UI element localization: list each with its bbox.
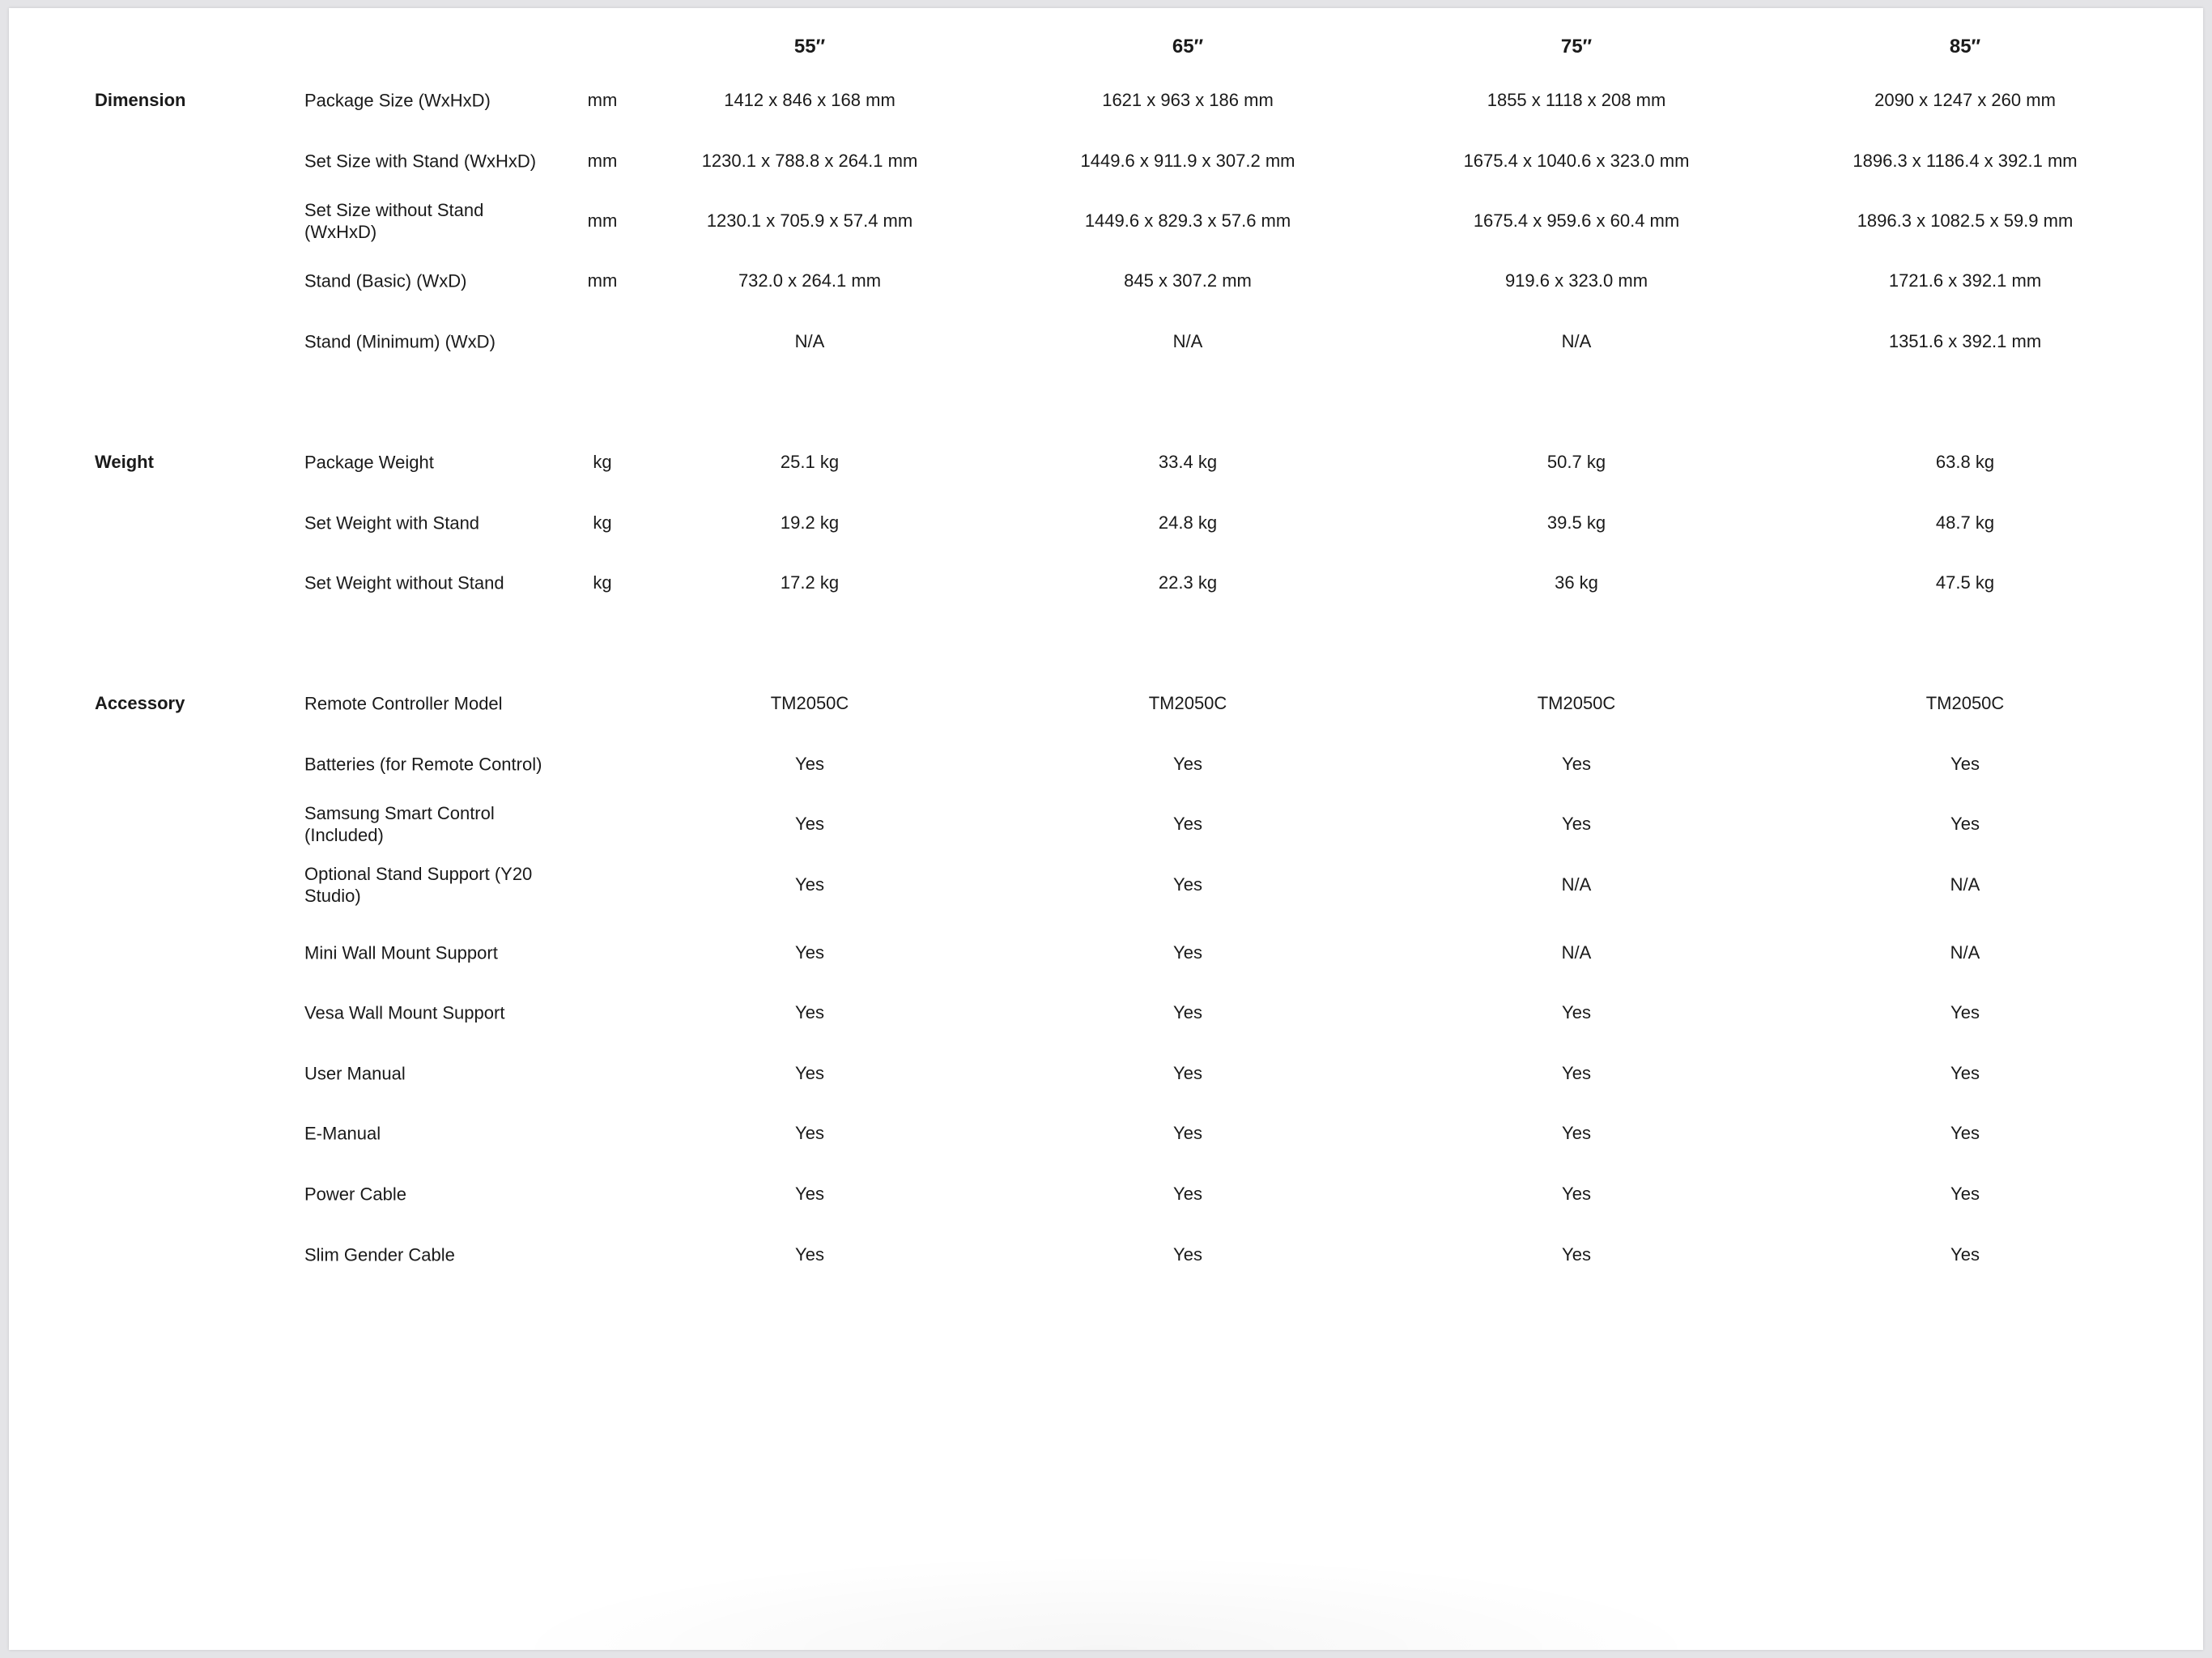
document-page bbox=[9, 8, 2203, 1650]
row-label bbox=[304, 199, 483, 243]
row-label: Remote Controller Model bbox=[304, 693, 503, 714]
table-cell: Yes bbox=[1173, 874, 1202, 895]
table-cell: Yes bbox=[795, 1123, 824, 1143]
table-cell: N/A bbox=[1172, 331, 1203, 351]
table-cell: Yes bbox=[1173, 1123, 1202, 1143]
table-cell: Yes bbox=[1562, 1244, 1591, 1265]
row-label-line: Studio) bbox=[304, 886, 361, 906]
table-cell: 22.3 kg bbox=[1158, 572, 1218, 593]
table-cell: N/A bbox=[1950, 942, 1980, 963]
table-cell: Yes bbox=[795, 874, 824, 895]
table-cell: 48.7 kg bbox=[1935, 512, 1995, 533]
table-cell: Yes bbox=[1173, 1184, 1202, 1204]
table-cell: 1230.1 x 788.8 x 264.1 mm bbox=[701, 151, 918, 171]
table-cell: Yes bbox=[795, 1063, 824, 1083]
column-header-75: 75″ bbox=[1560, 36, 1593, 57]
column-header-55: 55″ bbox=[793, 36, 826, 57]
table-cell: 1230.1 x 705.9 x 57.4 mm bbox=[706, 210, 913, 231]
section-title-dimension: Dimension bbox=[95, 90, 186, 110]
row-label-line: Samsung Smart Control bbox=[304, 803, 495, 823]
row-unit: mm bbox=[587, 210, 618, 231]
row-unit: mm bbox=[587, 151, 618, 171]
table-cell: Yes bbox=[1562, 754, 1591, 774]
row-label-line: Set Size without Stand bbox=[304, 200, 484, 220]
table-cell: 919.6 x 323.0 mm bbox=[1504, 270, 1648, 291]
table-cell: N/A bbox=[794, 331, 825, 351]
table-cell: 1449.6 x 911.9 x 307.2 mm bbox=[1080, 151, 1295, 171]
table-cell: Yes bbox=[1173, 1063, 1202, 1083]
row-label-line: Optional Stand Support (Y20 bbox=[304, 864, 533, 884]
table-cell: 36 kg bbox=[1555, 572, 1598, 593]
table-cell: Yes bbox=[1562, 1002, 1591, 1022]
table-cell: N/A bbox=[1950, 874, 1980, 895]
table-cell: Yes bbox=[795, 754, 824, 774]
table-cell: Yes bbox=[1562, 1123, 1591, 1143]
column-header-65: 65″ bbox=[1172, 36, 1204, 57]
table-cell: N/A bbox=[1561, 331, 1592, 351]
table-cell: 1621 x 963 x 186 mm bbox=[1102, 90, 1274, 110]
section-title-accessory: Accessory bbox=[95, 693, 185, 713]
table-cell: 1855 x 1118 x 208 mm bbox=[1487, 90, 1666, 110]
table-cell: 17.2 kg bbox=[780, 572, 840, 593]
row-label: Power Cable bbox=[304, 1184, 406, 1205]
row-label: Package Weight bbox=[304, 452, 434, 473]
table-cell: Yes bbox=[795, 1184, 824, 1204]
row-label: Stand (Basic) (WxD) bbox=[304, 270, 467, 291]
table-cell: 1896.3 x 1186.4 x 392.1 mm bbox=[1853, 151, 2078, 171]
table-cell: Yes bbox=[1173, 1002, 1202, 1022]
table-cell: TM2050C bbox=[1537, 693, 1616, 713]
row-label: Slim Gender Cable bbox=[304, 1244, 455, 1265]
row-label: Set Weight without Stand bbox=[304, 572, 504, 593]
row-unit: kg bbox=[593, 572, 612, 593]
table-cell: Yes bbox=[795, 1002, 824, 1022]
table-cell: 19.2 kg bbox=[780, 512, 840, 533]
table-cell: 39.5 kg bbox=[1546, 512, 1606, 533]
table-cell: Yes bbox=[1173, 754, 1202, 774]
row-label-line: (WxHxD) bbox=[304, 222, 377, 242]
table-cell: Yes bbox=[1950, 1063, 1980, 1083]
row-label: E-Manual bbox=[304, 1123, 381, 1144]
row-unit: kg bbox=[593, 512, 612, 533]
section-title-weight: Weight bbox=[95, 452, 154, 472]
table-cell: Yes bbox=[795, 1244, 824, 1265]
table-cell: 845 x 307.2 mm bbox=[1124, 270, 1252, 291]
table-cell: Yes bbox=[1173, 942, 1202, 963]
table-cell: 1896.3 x 1082.5 x 59.9 mm bbox=[1857, 210, 2074, 231]
row-label: Stand (Minimum) (WxD) bbox=[304, 331, 496, 352]
row-label bbox=[304, 863, 532, 907]
row-label: Batteries (for Remote Control) bbox=[304, 754, 542, 775]
table-cell: Yes bbox=[795, 814, 824, 834]
table-cell: 1412 x 846 x 168 mm bbox=[724, 90, 895, 110]
column-header-85: 85″ bbox=[1949, 36, 1981, 57]
table-cell: 1721.6 x 392.1 mm bbox=[1888, 270, 2042, 291]
row-label: Set Size with Stand (WxHxD) bbox=[304, 151, 537, 172]
table-cell: 732.0 x 264.1 mm bbox=[738, 270, 882, 291]
table-cell: 50.7 kg bbox=[1546, 452, 1606, 472]
table-cell: Yes bbox=[1950, 1123, 1980, 1143]
table-cell: Yes bbox=[1950, 1002, 1980, 1022]
row-label: Package Size (WxHxD) bbox=[304, 90, 491, 111]
table-cell: N/A bbox=[1561, 942, 1592, 963]
table-cell: 2090 x 1247 x 260 mm bbox=[1874, 90, 2056, 110]
table-cell: Yes bbox=[1950, 1184, 1980, 1204]
row-label: Set Weight with Stand bbox=[304, 512, 480, 534]
row-unit: kg bbox=[593, 452, 612, 472]
table-cell: 24.8 kg bbox=[1158, 512, 1218, 533]
table-cell: 1449.6 x 829.3 x 57.6 mm bbox=[1084, 210, 1291, 231]
table-cell: Yes bbox=[1173, 814, 1202, 834]
table-cell: TM2050C bbox=[1925, 693, 2005, 713]
table-cell: 63.8 kg bbox=[1935, 452, 1995, 472]
spec-table bbox=[9, 8, 2203, 1650]
row-unit: mm bbox=[587, 90, 618, 110]
row-label: User Manual bbox=[304, 1063, 406, 1084]
table-cell: Yes bbox=[1950, 754, 1980, 774]
table-cell: Yes bbox=[1562, 814, 1591, 834]
row-label: Mini Wall Mount Support bbox=[304, 942, 498, 963]
table-cell: TM2050C bbox=[1148, 693, 1227, 713]
table-cell: Yes bbox=[1562, 1184, 1591, 1204]
row-label-line: (Included) bbox=[304, 825, 384, 845]
table-cell: 47.5 kg bbox=[1935, 572, 1995, 593]
table-cell: TM2050C bbox=[770, 693, 849, 713]
table-cell: Yes bbox=[1562, 1063, 1591, 1083]
table-cell: Yes bbox=[1173, 1244, 1202, 1265]
table-cell: 1675.4 x 1040.6 x 323.0 mm bbox=[1463, 151, 1690, 171]
table-cell: 33.4 kg bbox=[1158, 452, 1218, 472]
row-label: Vesa Wall Mount Support bbox=[304, 1002, 505, 1023]
table-cell: 1351.6 x 392.1 mm bbox=[1888, 331, 2042, 351]
table-cell: 25.1 kg bbox=[780, 452, 840, 472]
table-cell: 1675.4 x 959.6 x 60.4 mm bbox=[1473, 210, 1680, 231]
table-cell: Yes bbox=[1950, 814, 1980, 834]
table-cell: Yes bbox=[1950, 1244, 1980, 1265]
table-cell: N/A bbox=[1561, 874, 1592, 895]
row-unit: mm bbox=[587, 270, 618, 291]
row-label bbox=[304, 802, 495, 846]
table-cell: Yes bbox=[795, 942, 824, 963]
